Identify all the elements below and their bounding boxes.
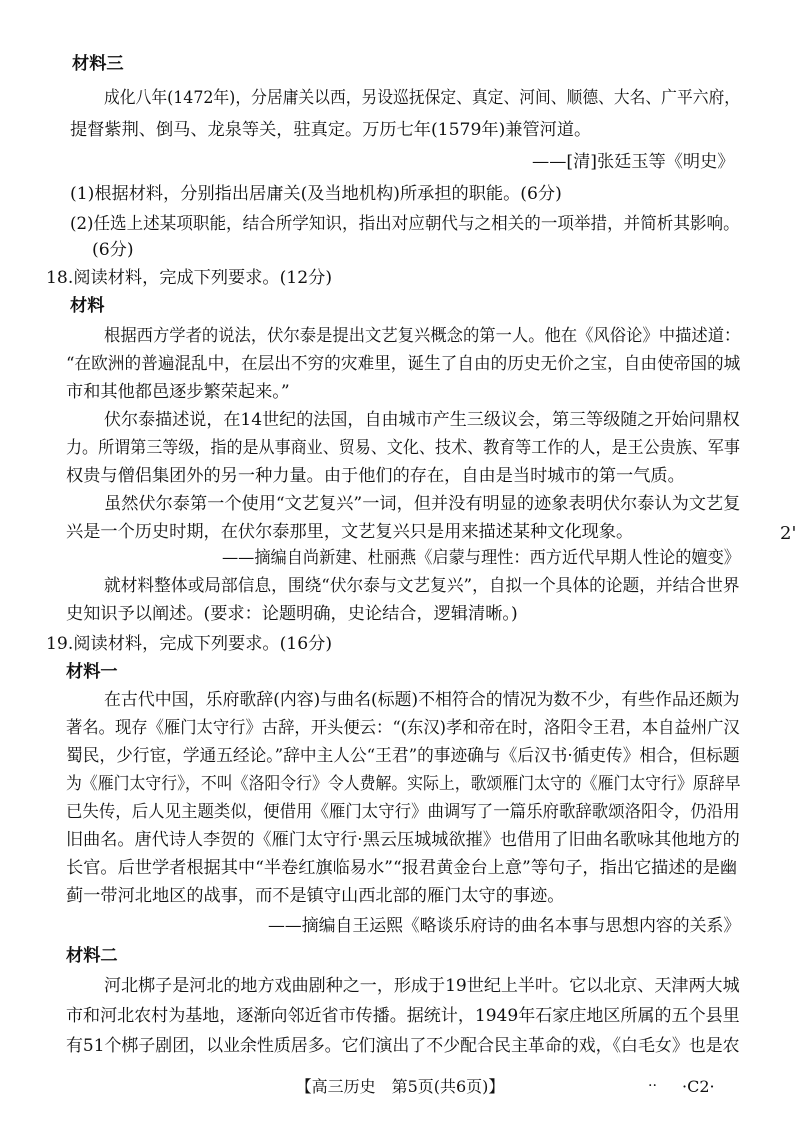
material3-line-2: 提督紫荆、倒马、龙泉等关，驻真定。万历七年(1579年)兼管河道。 <box>70 120 592 140</box>
q19-m1-line-1: 在古代中国，乐府歌辞(内容)与曲名(标题)不相符合的情况为数不少，有些作品还颇为 <box>104 690 740 710</box>
q19-material2-heading: 材料二 <box>66 946 118 966</box>
q19-m1-line-6: 旧曲名。唐代诗人李贺的《雁门太守行·黑云压城城欲摧》也借用了旧曲名歌咏其他地方的 <box>66 830 740 850</box>
q19-m1-line-8: 蓟一带河北地区的战事，而不是镇守山西北部的雁门太守的事迹。 <box>66 886 565 906</box>
q18-source: ——摘编自尚新建、杜丽燕《启蒙与理性：西方近代早期人性论的嬗变》 <box>222 548 741 568</box>
q19-m2-line-3: 有51个梆子剧团，以业余性质居多。它们演出了不少配合民主革命的戏，《白毛女》也是农 <box>66 1036 740 1056</box>
page-footer: 【高三历史 第5页(共6页)】 <box>295 1077 505 1096</box>
q17-sub-1: (1)根据材料，分别指出居庸关(及当地机构)所承担的职能。(6分) <box>70 184 562 204</box>
q18-line-4: 伏尔泰描述说，在14世纪的法国，自由城市产生三级议会，第三等级随之开始问鼎权 <box>104 410 740 430</box>
q18-line-3: 市和其他都邑逐步繁荣起来。” <box>66 382 290 402</box>
q18-task-2: 史知识予以阐述。(要求：论题明确，史论结合，逻辑清晰。) <box>66 604 518 624</box>
q19-m1-line-5: 已失传，后人见主题类似，便借用《雁门太守行》曲调写了一篇乐府歌辞歌颂洛阳令，仍沿用 <box>66 802 740 822</box>
q19-m2-line-2: 市和河北农村为基地，逐渐向邻近省市传播。据统计，1949年石家庄地区所属的五个县里 <box>66 1006 740 1026</box>
paper-code: ·C2· <box>682 1077 715 1096</box>
material3-line-1: 成化八年(1472年)，分居庸关以西，另设巡抚保定、真定、河间、顺德、大名、广平六府， <box>104 88 741 108</box>
margin-mark: 2' <box>780 523 797 544</box>
q18-line-7: 虽然伏尔泰第一个使用“文艺复兴”一词，但并没有明显的迹象表明伏尔泰认为文艺复 <box>104 494 741 514</box>
q18-line-1: 根据西方学者的说法，伏尔泰是提出文艺复兴概念的第一人。他在《风俗论》中描述道： <box>104 326 741 346</box>
q19-title: 19.阅读材料，完成下列要求。(16分) <box>46 634 333 654</box>
footer-dots: .. <box>648 1074 657 1090</box>
q18-line-5: 力。所谓第三等级，指的是从事商业、贸易、文化、技术、教育等工作的人，是王公贵族、军事 <box>66 438 740 458</box>
q18-line-6: 权贵与僧侣集团外的另一种力量。由于他们的存在，自由是当时城市的第一气质。 <box>66 466 685 486</box>
q19-m1-line-7: 长官。后世学者根据其中“半卷红旗临易水”“报君黄金台上意”等句子，指出它描述的是幽 <box>66 858 738 878</box>
q17-sub-2: (2)任选上述某项职能，结合所学知识，指出对应朝代与之相关的一项举措，并简析其影响。 <box>70 214 740 234</box>
q19-m1-line-2: 著名。现存《雁门太守行》古辞，开头便云：“(东汉)孝和帝在时，洛阳令王君，本自益州广汉 <box>66 718 740 738</box>
q19-material1-heading: 材料一 <box>66 662 118 682</box>
q18-material-heading: 材料 <box>70 296 105 316</box>
q19-m1-line-3: 蜀民，少行宦，学通五经论。”辞中主人公“王君”的事迹确与《后汉书·循吏传》相合，但标题 <box>66 746 740 766</box>
q18-line-8: 兴是一个历史时期，在伏尔泰那里，文艺复兴只是用来描述某种文化现象。 <box>66 522 634 542</box>
q19-m1-line-4: 为《雁门太守行》，不叫《洛阳令行》令人费解。实际上，歌颂雁门太守的《雁门太守行》原辞早 <box>66 774 741 794</box>
q18-task-1: 就材料整体或局部信息，围绕“伏尔泰与文艺复兴”，自拟一个具体的论题，并结合世界 <box>104 576 740 596</box>
q18-line-2: “在欧洲的普遍混乱中，在层出不穷的灾难里，诞生了自由的历史无价之宝，自由使帝国的城 <box>66 354 741 374</box>
q19-m2-line-1: 河北梆子是河北的地方戏曲剧种之一，形成于19世纪上半叶。它以北京、天津两大城 <box>104 976 740 996</box>
q18-title: 18.阅读材料，完成下列要求。(12分) <box>46 268 333 288</box>
q17-sub-2-score: (6分) <box>92 240 134 260</box>
material3-source: ——[清]张廷玉等《明史》 <box>532 152 735 172</box>
material3-heading: 材料三 <box>72 54 124 74</box>
q19-m1-source: ——摘编自王运熙《略谈乐府诗的曲名本事与思想内容的关系》 <box>268 916 741 936</box>
